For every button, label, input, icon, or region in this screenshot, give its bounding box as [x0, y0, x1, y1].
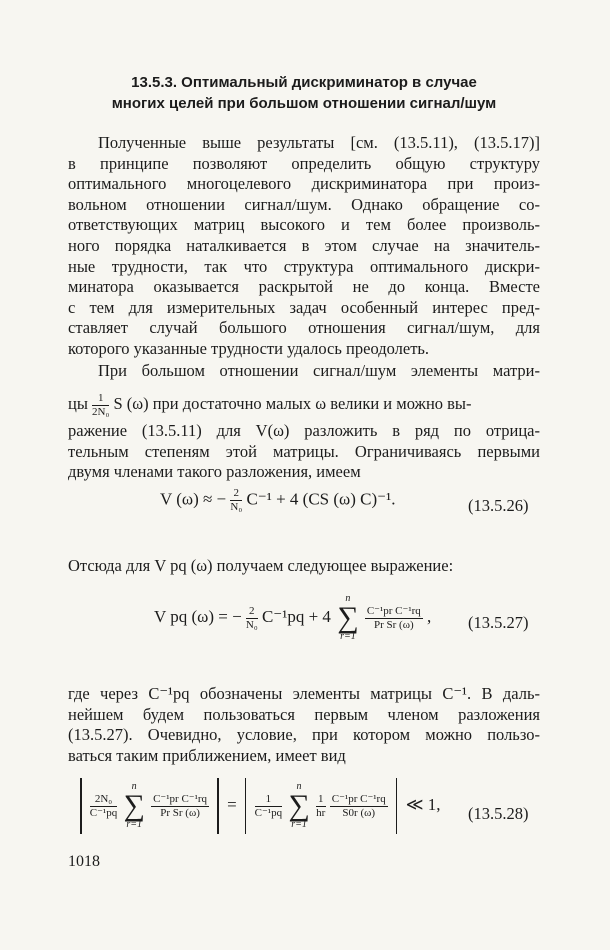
- fraction-denominator: N₀: [245, 618, 258, 631]
- fraction-denominator: C⁻¹pq: [89, 806, 118, 819]
- text-fragment: S (ω) при достаточно малых ω велики и можно вы-: [113, 394, 472, 413]
- equation-number: (13.5.28): [468, 804, 529, 823]
- text-line: ного порядка наталкивается в этом случае на значитель-: [68, 235, 540, 255]
- equation-fraction: [90, 794, 117, 819]
- fraction-denominator: S0r (ω): [342, 806, 376, 819]
- text-line: ставляет случай большого отношения сигнал/шум, для: [68, 318, 540, 338]
- fraction-numerator: C⁻¹pr C⁻¹rq: [366, 604, 421, 617]
- fraction-denominator: N₀: [230, 501, 243, 513]
- text-line: тельным степеням этой матрицы. Ограничиваясь первыми: [68, 441, 540, 461]
- inline-fraction: [92, 393, 109, 418]
- equals-sign: =: [227, 794, 237, 814]
- paragraph-3: [68, 556, 540, 577]
- text-line: ражение (13.5.11) для V(ω) разложить в ряд по отрица-: [68, 421, 540, 440]
- summand-fraction: [316, 794, 326, 819]
- text-line: двумя членами такого разложения, имеем: [68, 462, 361, 482]
- paragraph-4: [68, 684, 540, 766]
- fraction-numerator: 1: [92, 393, 109, 406]
- absolute-bar: [217, 778, 219, 834]
- sum-upper-limit: n: [296, 781, 302, 792]
- text-line: в принципе позволяют определить общую структуру: [68, 153, 540, 173]
- fraction-numerator: 2: [230, 488, 242, 501]
- text-line: вольном отношении сигнал/шум. Однако обращение со-: [68, 194, 540, 214]
- equation-fraction: [255, 794, 282, 819]
- text-line: (13.5.27). Очевидно, условие, при котором можно пользо-: [68, 725, 540, 745]
- text-line: нейшем будем пользоваться первым членом разложения: [68, 704, 540, 724]
- summand-fraction: [330, 794, 388, 819]
- equation-lhs: V (ω) ≈ −: [160, 489, 227, 509]
- equation-tail: ≪ 1,: [405, 794, 441, 814]
- heading-line-1: 13.5.3. Оптимальный дискриминатор в случае: [131, 74, 477, 91]
- text-line: которого указанные трудности удалось преодолеть.: [68, 338, 430, 358]
- text-line: Отсюда для V pq (ω) получаем следующее выражение:: [68, 556, 454, 575]
- fraction-denominator: Pr Sr (ω): [160, 806, 200, 819]
- fraction-numerator: 1: [318, 792, 324, 805]
- text-line: ответствующих матриц высокого и тем более произволь-: [68, 215, 540, 235]
- text-line: ные трудности, так что структура оптимального дискри-: [68, 256, 540, 276]
- equation-rhs: C⁻¹ + 4 (CS (ω) C)⁻¹.: [246, 489, 396, 509]
- equation-13-5-28: [76, 778, 441, 834]
- sum-lower-limit: r=1: [291, 819, 307, 830]
- equation-fraction: [246, 606, 258, 631]
- equation-fraction: [230, 488, 242, 513]
- text-line: оптимального многоцелевого дискриминатора при произ-: [68, 174, 540, 194]
- paragraph-1: [68, 133, 540, 360]
- page-number: 1018: [68, 853, 100, 870]
- text-line: Полученные выше результаты [см. (13.5.11), (13.5.17)]: [98, 133, 540, 152]
- paragraph-2: [68, 361, 540, 483]
- equation-lhs: V pq (ω) = −: [154, 606, 242, 626]
- equation-13-5-27: [154, 594, 431, 642]
- text-line: где через C⁻¹pq обозначены элементы матрицы C⁻¹. В даль-: [68, 684, 540, 703]
- fraction-numerator: 2: [246, 606, 258, 619]
- summation-sign: [288, 782, 309, 830]
- fraction-denominator: Pr Sr (ω): [373, 618, 414, 631]
- fraction-numerator: 2N₀: [90, 794, 117, 807]
- absolute-bar: [80, 778, 82, 834]
- fraction-numerator: 1: [255, 794, 282, 807]
- summation-sign: [123, 782, 144, 830]
- fraction-numerator: C⁻¹pr C⁻¹rq: [331, 792, 386, 805]
- section-heading: [68, 72, 540, 114]
- summand-fraction: [365, 606, 423, 631]
- equation-tail: ,: [427, 606, 432, 626]
- text-fragment: цы: [68, 394, 88, 413]
- sum-upper-limit: n: [345, 593, 351, 604]
- sigma-symbol: ∑: [288, 789, 310, 822]
- fraction-denominator: hr: [316, 806, 326, 819]
- text-line: ваться таким приближением, имеет вид: [68, 745, 346, 765]
- sum-lower-limit: r=1: [340, 631, 356, 642]
- text-line: минатора оказывается раскрытой не до конца. Вместе: [68, 277, 540, 297]
- sigma-symbol: ∑: [123, 789, 145, 822]
- heading-line-2: многих целей при большом отношении сигнал/шум: [111, 95, 497, 112]
- sum-lower-limit: r=1: [126, 819, 142, 830]
- absolute-bar: [396, 778, 398, 834]
- fraction-denominator: C⁻¹pq: [254, 806, 283, 819]
- sigma-symbol: ∑: [337, 601, 359, 634]
- text-line: с тем для измерительных задач особенный интерес пред-: [68, 297, 540, 317]
- equation-number: (13.5.26): [468, 496, 529, 515]
- text-line-with-fraction: [68, 387, 540, 421]
- sum-upper-limit: n: [131, 781, 137, 792]
- equation-13-5-26: [160, 488, 395, 513]
- summand-fraction: [151, 794, 209, 819]
- absolute-bar: [245, 778, 247, 834]
- summation-sign: [337, 594, 358, 642]
- fraction-numerator: C⁻¹pr C⁻¹rq: [153, 792, 208, 805]
- equation-number: (13.5.27): [468, 613, 529, 632]
- equation-middle: C⁻¹pq + 4: [261, 606, 331, 626]
- text-line: При большом отношении сигнал/шум элементы матри-: [98, 361, 540, 380]
- fraction-denominator: 2N₀: [92, 405, 110, 418]
